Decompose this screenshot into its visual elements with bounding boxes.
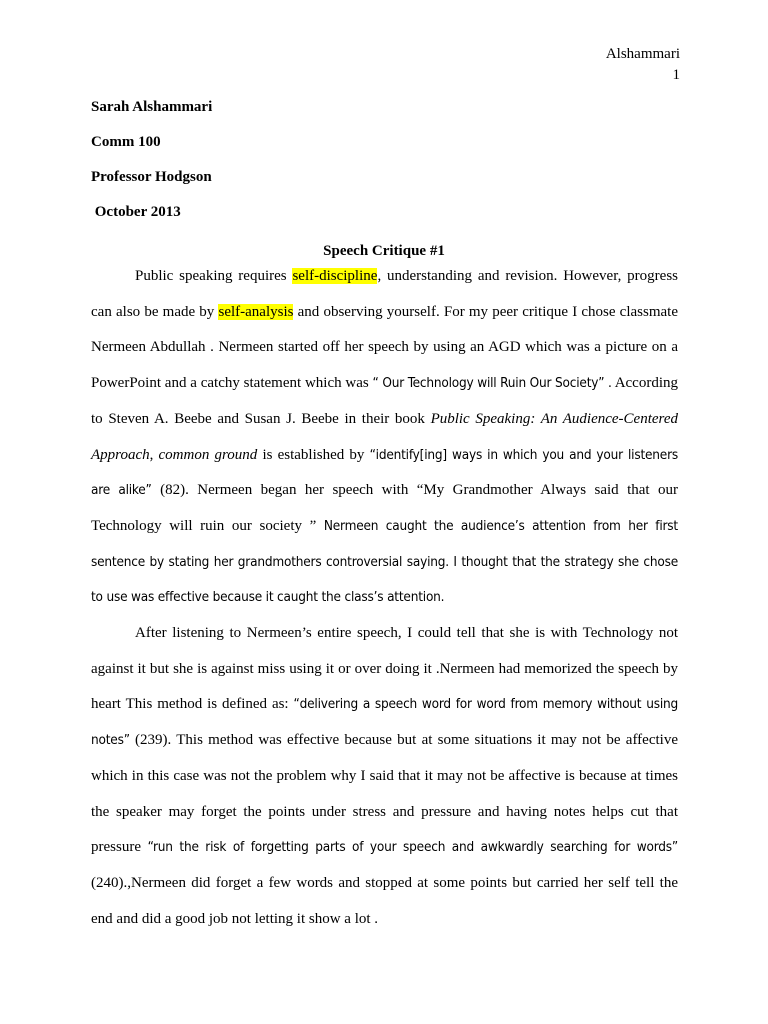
mla-heading — [91, 98, 691, 238]
paragraph-2 — [91, 616, 678, 937]
p2-text-2: (239). This method was effective because but at some situations it may not be affective which in this case was not the problem why I said that it may not be affective is because at times the speaker may forget the points under stress and pressure and having notes helps cut that pressure — [91, 732, 678, 856]
p1-text-5: , — [149, 446, 159, 463]
quote-common-ground: “identify[ing] ways in which you and your listeners are alike” — [91, 446, 678, 499]
p1-text-8: Nermeen caught the audience’s attention from her first sentence by stating her grandmothers controversial saying. I thought that the strategy she chose to use was effective because it caught the class’s attention. — [91, 517, 678, 606]
highlight-self-discipline: self-discipline — [292, 268, 378, 284]
p1-text-6: is established by — [257, 446, 370, 463]
paper-date: October 2013 — [91, 204, 181, 220]
paragraph-1 — [91, 259, 678, 616]
quote-catchy-statement: “ Our Technology will Ruin Our Society” . — [372, 375, 612, 392]
p1-text-4: According to Steven A. Beebe and Susan J. Beebe in their book — [91, 375, 679, 427]
p2-text-1: After listening to Nermeen’s entire speech, I could tell that she is with Technology not against it but she is against miss using it or over doing it .Nermeen had memorized the speech by heart This method is defined as: — [91, 625, 678, 713]
highlight-self-analysis: self-analysis — [218, 303, 294, 320]
p1-text-3: and observing yourself. For my peer critique I chose classmate Nermeen Abdullah . Nermeen started off her speech by using an AGD which was a picture on a PowerPoint and a catchy statement which was — [91, 303, 678, 392]
p2-text-3: (240).,Nermeen did forget a few words and stopped at some points but carried her self tell the end and did a good job not letting it show a lot . — [91, 874, 678, 927]
p1-text-1: Public speaking requires — [135, 268, 293, 284]
paper-body — [91, 259, 678, 937]
course-name: Comm 100 — [91, 134, 161, 150]
running-head — [606, 44, 680, 86]
p1-text-7: (82). Nermeen began her speech with “My Grandmother Always said that our Technology will ruin our society ” — [91, 482, 678, 534]
p1-text-2: , understanding and revision. However, progress can also be made by — [91, 268, 678, 320]
instructor-name: Professor Hodgson — [91, 169, 212, 185]
quote-memorized-definition: “delivering a speech word for word from memory without using notes” — [91, 696, 679, 749]
term-common-ground: common ground — [158, 446, 258, 463]
page-number: 1 — [672, 67, 680, 83]
student-name: Sarah Alshammari — [91, 99, 213, 115]
quote-forgetting-risk: “run the risk of forgetting parts of your speech and awkwardly searching for words” — [147, 839, 679, 856]
book-title: Public Speaking: An Audience-Centered Approach — [91, 410, 678, 463]
author-surname: Alshammari — [605, 46, 680, 62]
paper-title: Speech Critique #1 — [323, 243, 445, 259]
